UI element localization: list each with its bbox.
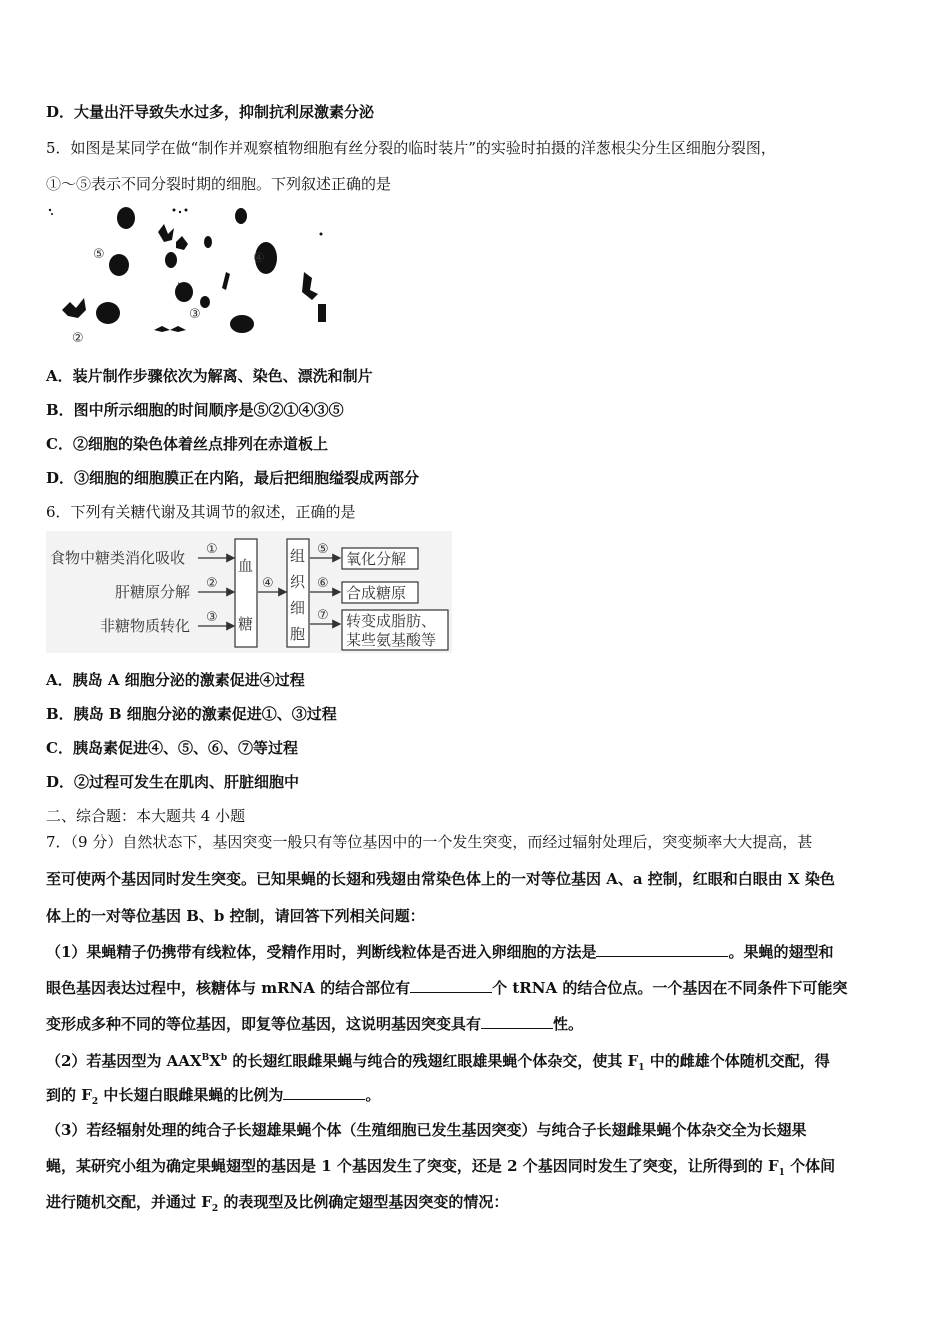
q7-part1-text-b: 。果蝇的翅型和 <box>728 943 834 961</box>
q7-part2-line1 <box>46 1048 830 1078</box>
sugar-metabolism-flowchart <box>46 531 452 653</box>
output-oxidation: 氧化分解 <box>346 550 407 568</box>
num-6: ⑥ <box>317 576 329 591</box>
q7-part3-line2 <box>46 1156 835 1183</box>
cell-label-2: ② <box>72 331 84 344</box>
q7-blank-4[interactable] <box>283 1084 365 1100</box>
q7-stem-line2: 至可使两个基因同时发生突变。已知果蝇的长翅和残翅由常染色体上的一对等位基因 A、a 控制，红眼和白眼由 X 染色 <box>46 870 835 888</box>
q7-part2-text-c: 的长翅红眼雌果蝇与纯合的残翅红眼雄果蝇个体杂交，使其 F <box>227 1052 639 1070</box>
q7-part2-text-x: X <box>209 1052 221 1070</box>
tissue-char1: 组 <box>290 547 306 565</box>
q7-part2-text-e: 到的 F <box>46 1086 92 1104</box>
q6-option-b: B．胰岛 B 细胞分泌的激素促进①、③过程 <box>46 705 337 723</box>
source-gluconeogenesis: 非糖物质转化 <box>100 617 191 635</box>
output-conversion-line1: 转变成脂肪、 <box>346 612 437 630</box>
q5-stem-line1: 5．如图是某同学在做“制作并观察植物细胞有丝分裂的临时装片”的实验时拍摄的洋葱根尖分生区细胞分裂图， <box>46 139 776 157</box>
q7-part2-sub-1: 1 <box>638 1063 645 1073</box>
source-digestion: 食物中糖类消化吸收 <box>50 549 186 567</box>
q4-option-d: D．大量出汗导致失水过多，抑制抗利尿激素分泌 <box>46 103 375 121</box>
num-4: ④ <box>262 576 274 591</box>
q7-part3-text-d: 进行随机交配，并通过 F <box>46 1193 212 1211</box>
blood-sugar-char2: 糖 <box>238 615 254 633</box>
q7-stem-line1: 7．（9 分）自然状态下，基因突变一般只有等位基因中的一个发生突变，而经过辐射处理后，突变频率大大提高，甚 <box>46 833 813 851</box>
q7-part3-text-c: 个体间 <box>784 1157 836 1175</box>
q7-part3-sub-2: 2 <box>211 1204 219 1214</box>
q7-part1-text-e: 变形成多种不同的等位基因，即复等位基因，这说明基因突变具有 <box>46 1015 482 1033</box>
q6-option-a: A．胰岛 A 细胞分泌的激素促进④过程 <box>46 671 305 689</box>
q7-part2-text-f: 中长翅白眼雌果蝇的比例为 <box>98 1086 284 1104</box>
q7-blank-2[interactable] <box>410 977 492 993</box>
q7-part3-sub-1: 1 <box>778 1168 785 1178</box>
flowchart-svg <box>46 531 452 653</box>
q7-part2-line2 <box>46 1084 380 1112</box>
q7-blank-3[interactable] <box>481 1013 553 1029</box>
section-2-heading: 二、综合题：本大题共 4 小题 <box>46 807 246 825</box>
output-conversion-line2: 某些氨基酸等 <box>346 631 437 649</box>
num-7: ⑦ <box>317 608 329 623</box>
source-glycogenolysis: 肝糖原分解 <box>115 583 191 601</box>
q7-blank-1[interactable] <box>596 941 728 957</box>
q7-part1-line2 <box>46 977 847 998</box>
q7-part3-line1: （3）若经辐射处理的纯合子长翅雄果蝇个体（生殖细胞已发生基因突变）与纯合子长翅雌果蝇个体杂交全为长翅果 <box>46 1121 807 1139</box>
q7-part1-text-c: 眼色基因表达过程中，核糖体与 mRNA 的结合部位有 <box>46 979 411 997</box>
q7-part2-text-g: 。 <box>365 1086 381 1104</box>
num-2: ② <box>206 576 218 591</box>
cell-label-4: ④ <box>253 251 265 266</box>
q6-option-c: C．胰岛素促进④、⑤、⑥、⑦等过程 <box>46 739 298 757</box>
q7-part2-sub-2: 2 <box>91 1097 99 1107</box>
q7-stem-line3: 体上的一对等位基因 B、b 控制，请回答下列相关问题： <box>46 907 425 925</box>
q7-part3-text-e: 的表现型及比例确定翅型基因突变的情况： <box>218 1193 509 1211</box>
q5-option-b: B．图中所示细胞的时间顺序是⑤②①④③⑤ <box>46 401 344 419</box>
q7-part1-text-a: （1）果蝇精子仍携带有线粒体，受精作用时，判断线粒体是否进入卵细胞的方法是 <box>46 943 597 961</box>
cell-label-3: ③ <box>189 307 201 322</box>
tissue-char4: 胞 <box>290 625 306 643</box>
q7-part2-sup-b: B <box>201 1053 210 1063</box>
num-3: ③ <box>206 610 218 625</box>
cell-division-micrograph <box>46 202 326 344</box>
tissue-char2: 织 <box>290 573 306 591</box>
q5-option-d: D．③细胞的细胞膜正在内陷，最后把细胞缢裂成两部分 <box>46 469 420 487</box>
num-1: ① <box>206 542 218 557</box>
q6-option-d: D．②过程可发生在肌肉、肝脏细胞中 <box>46 773 300 791</box>
micrograph-svg <box>46 202 326 344</box>
num-5: ⑤ <box>317 542 329 557</box>
q7-part1-line1 <box>46 941 833 962</box>
cell-label-5: ⑤ <box>93 247 105 262</box>
blood-sugar-char1: 血 <box>238 557 254 575</box>
q5-option-c: C．②细胞的染色体着丝点排列在赤道板上 <box>46 435 328 453</box>
q7-part3-text-b: 蝇，某研究小组为确定果蝇翅型的基因是 1 个基因发生了突变，还是 2 个基因同时发生了突变，让所得到的 F <box>46 1157 779 1175</box>
q7-part1-text-d: 个 tRNA 的结合位点。一个基因在不同条件下可能突 <box>492 979 848 997</box>
q7-part1-line3 <box>46 1013 583 1034</box>
q5-stem-line2: ①～⑤表示不同分裂时期的细胞。下列叙述正确的是 <box>46 175 392 193</box>
q7-part2-text-d: 中的雌雄个体随机交配，得 <box>644 1052 830 1070</box>
tissue-char3: 细 <box>290 599 306 617</box>
q7-part2-sup-b-lower: b <box>220 1053 228 1063</box>
q7-part3-line3 <box>46 1192 508 1219</box>
q6-stem: 6．下列有关糖代谢及其调节的叙述，正确的是 <box>46 503 356 521</box>
q7-part1-text-f: 性。 <box>553 1015 584 1033</box>
q7-part2-text-a: （2）若基因型为 AAX <box>46 1052 202 1070</box>
output-glycogen: 合成糖原 <box>346 584 407 602</box>
q5-option-a: A．装片制作步骤依次为解离、染色、漂洗和制片 <box>46 367 373 385</box>
